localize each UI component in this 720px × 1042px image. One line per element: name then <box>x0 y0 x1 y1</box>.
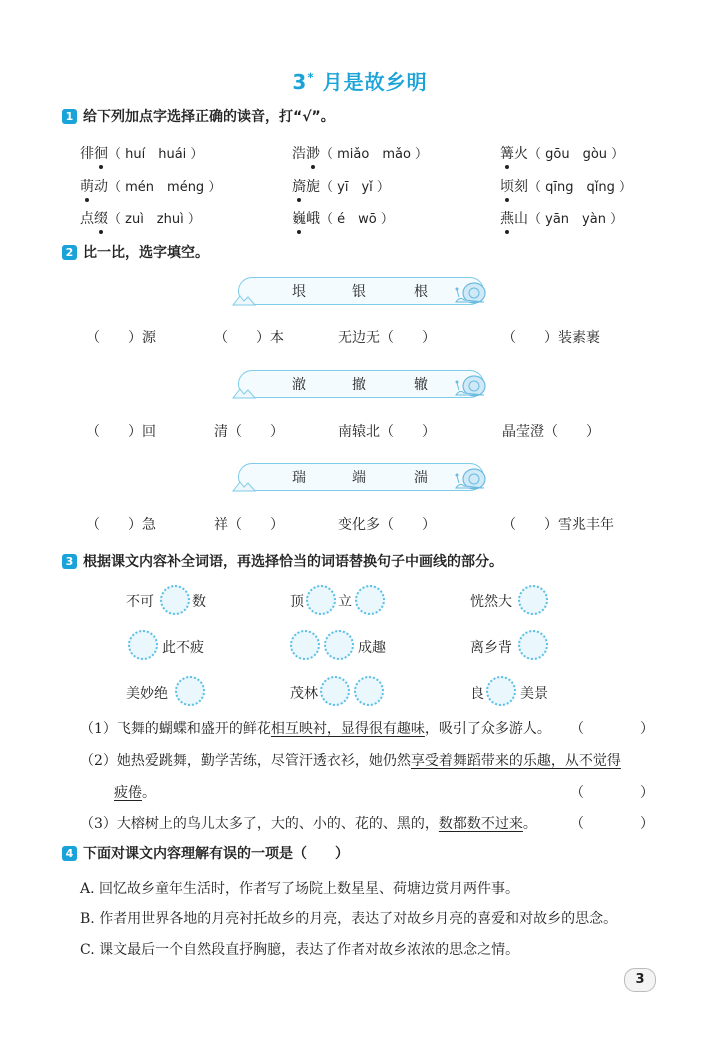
pinyin-options: （ gōu gòu ） <box>528 147 625 162</box>
word-part: 数 <box>192 594 206 610</box>
option-c[interactable]: C. 课文最后一个自然段直抒胸臆，表达了作者对故乡浓浓的思念之情。 <box>80 942 520 958</box>
mountain-icon <box>232 385 256 399</box>
word-char: 徘 <box>80 146 94 162</box>
fill-blank[interactable]: （ ）雪兆丰年 <box>502 517 614 533</box>
word-part: 不可 <box>126 594 154 610</box>
char-banner <box>232 367 490 399</box>
question-2-heading: 2 比一比，选字填空。 <box>62 244 209 262</box>
pinyin-options: （ yān yàn ） <box>528 212 624 227</box>
pinyin-options: （ yī yǐ ） <box>320 180 390 195</box>
lesson-title: 3* 月是故乡明 <box>292 70 428 94</box>
fill-blank[interactable]: 变化多（ ） <box>338 517 436 533</box>
choice-char: 辙 <box>414 377 428 393</box>
fill-circle[interactable] <box>320 676 350 706</box>
q3-sentence-1: （1）飞舞的蝴蝶和盛开的鲜花相互映衬，显得很有趣味，吸引了众多游人。 <box>80 721 551 737</box>
question-number-badge: 3 <box>62 554 77 569</box>
choice-char: 垠 <box>292 284 306 300</box>
word-char: 浩 <box>292 146 306 162</box>
fill-circle[interactable] <box>306 585 336 615</box>
pinyin-item[interactable] <box>80 144 203 164</box>
choice-char: 撤 <box>352 377 366 393</box>
fill-blank[interactable]: （ ）本 <box>214 330 284 346</box>
word-part: 恍然大 <box>470 594 512 610</box>
question-1-heading: 1 给下列加点字选择正确的读音，打“√”。 <box>62 108 335 126</box>
fill-circle[interactable] <box>354 676 384 706</box>
word-char: 山 <box>514 211 528 227</box>
fill-circle[interactable] <box>128 630 158 660</box>
word-char: 动 <box>94 179 108 195</box>
fill-circle[interactable] <box>486 676 516 706</box>
dotted-char: 旖 <box>292 179 306 195</box>
fill-circle[interactable] <box>324 630 354 660</box>
choice-char: 湍 <box>414 470 428 486</box>
pinyin-item[interactable] <box>292 177 390 197</box>
pinyin-item[interactable] <box>80 177 221 197</box>
fill-circle[interactable] <box>518 630 548 660</box>
snail-icon <box>454 282 488 304</box>
fill-blank[interactable]: 无边无（ ） <box>338 330 436 346</box>
dotted-char: 燕 <box>500 211 514 227</box>
snail-icon <box>454 468 488 490</box>
word-part: 离乡背 <box>470 640 512 656</box>
pinyin-item[interactable] <box>292 209 394 229</box>
page-number: 3 <box>624 968 656 992</box>
question-number-badge: 4 <box>62 846 77 861</box>
question-3-heading: 3 根据课文内容补全词语，再选择恰当的词语替换句子中画线的部分。 <box>62 553 503 571</box>
word-part: 茂林 <box>290 686 318 702</box>
fill-blank[interactable]: 祥（ ） <box>214 517 284 533</box>
fill-blank[interactable]: （ ）源 <box>86 330 156 346</box>
fill-circle[interactable] <box>175 676 205 706</box>
fill-blank[interactable]: 晶莹澄（ ） <box>502 424 600 440</box>
question-4-heading: 4 下面对课文内容理解有误的一项是（ ） <box>62 845 349 863</box>
fill-circle[interactable] <box>290 630 320 660</box>
option-b[interactable]: B. 作者用世界各地的月亮衬托故乡的月亮，表达了对故乡月亮的喜爱和对故乡的思念。 <box>80 911 618 927</box>
dotted-char: 萌 <box>80 179 94 195</box>
fill-blank[interactable]: （ ）急 <box>86 517 156 533</box>
fill-circle[interactable] <box>355 585 385 615</box>
choice-char: 端 <box>352 470 366 486</box>
word-char: 峨 <box>306 211 320 227</box>
word-char: 旎 <box>306 179 320 195</box>
snail-icon <box>454 375 488 397</box>
word-part: 成趣 <box>358 640 386 656</box>
answer-paren[interactable]: （ ） <box>570 721 654 737</box>
fill-blank[interactable]: 清（ ） <box>214 424 284 440</box>
mountain-icon <box>232 292 256 306</box>
choice-char: 银 <box>352 284 366 300</box>
mountain-icon <box>232 478 256 492</box>
choice-char: 澈 <box>292 377 306 393</box>
word-part: 顶 <box>290 594 304 610</box>
word-char: 刻 <box>514 179 528 195</box>
fill-circle[interactable] <box>518 585 548 615</box>
word-char: 火 <box>514 146 528 162</box>
word-part: 美妙绝 <box>126 686 168 702</box>
dotted-char: 篝 <box>500 146 514 162</box>
char-banner <box>232 274 490 306</box>
pinyin-item[interactable] <box>500 177 632 197</box>
word-part: 美景 <box>520 686 548 702</box>
pinyin-options: （ mén méng ） <box>108 180 222 195</box>
pinyin-options: （ huí huái ） <box>108 147 204 162</box>
word-char: 点 <box>80 211 94 227</box>
pinyin-options: （ qīng qǐng ） <box>528 180 632 195</box>
question-number-badge: 1 <box>62 109 77 124</box>
pinyin-item[interactable] <box>80 209 201 229</box>
word-part: 良 <box>470 686 484 702</box>
option-a[interactable]: A. 回忆故乡童年生活时，作者写了场院上数星星、荷塘边赏月两件事。 <box>80 881 520 897</box>
pinyin-options: （ é wō ） <box>320 212 394 227</box>
q3-sentence-2-cont: 疲倦。 <box>114 785 156 801</box>
choice-char: 根 <box>414 284 428 300</box>
pinyin-options: （ zuì zhuì ） <box>108 212 201 227</box>
char-banner <box>232 460 490 492</box>
word-part: 此不疲 <box>162 640 204 656</box>
pinyin-options: （ miǎo mǎo ） <box>320 147 429 162</box>
q3-sentence-3: （3）大榕树上的鸟儿太多了，大的、小的、花的、黑的，数都数不过来。 <box>80 816 537 832</box>
fill-blank[interactable]: 南辕北（ ） <box>338 424 436 440</box>
choice-char: 瑞 <box>292 470 306 486</box>
question-number-badge: 2 <box>62 245 77 260</box>
word-part: 立 <box>338 594 352 610</box>
dotted-char: 顷 <box>500 179 514 195</box>
pinyin-item[interactable] <box>500 209 623 229</box>
answer-paren[interactable]: （ ） <box>570 785 654 801</box>
pinyin-item[interactable] <box>292 144 428 164</box>
dotted-char: 巍 <box>292 211 306 227</box>
fill-blank[interactable]: （ ）回 <box>86 424 156 440</box>
dotted-char: 缀 <box>94 211 108 227</box>
q3-sentence-2: （2）她热爱跳舞，勤学苦练，尽管汗透衣衫，她仍然享受着舞蹈带来的乐趣，从不觉得 <box>80 753 621 769</box>
dotted-char: 渺 <box>306 146 320 162</box>
fill-circle[interactable] <box>160 585 190 615</box>
pinyin-item[interactable] <box>500 144 624 164</box>
answer-paren[interactable]: （ ） <box>570 816 654 832</box>
dotted-char: 徊 <box>94 146 108 162</box>
fill-blank[interactable]: （ ）装素裹 <box>502 330 600 346</box>
